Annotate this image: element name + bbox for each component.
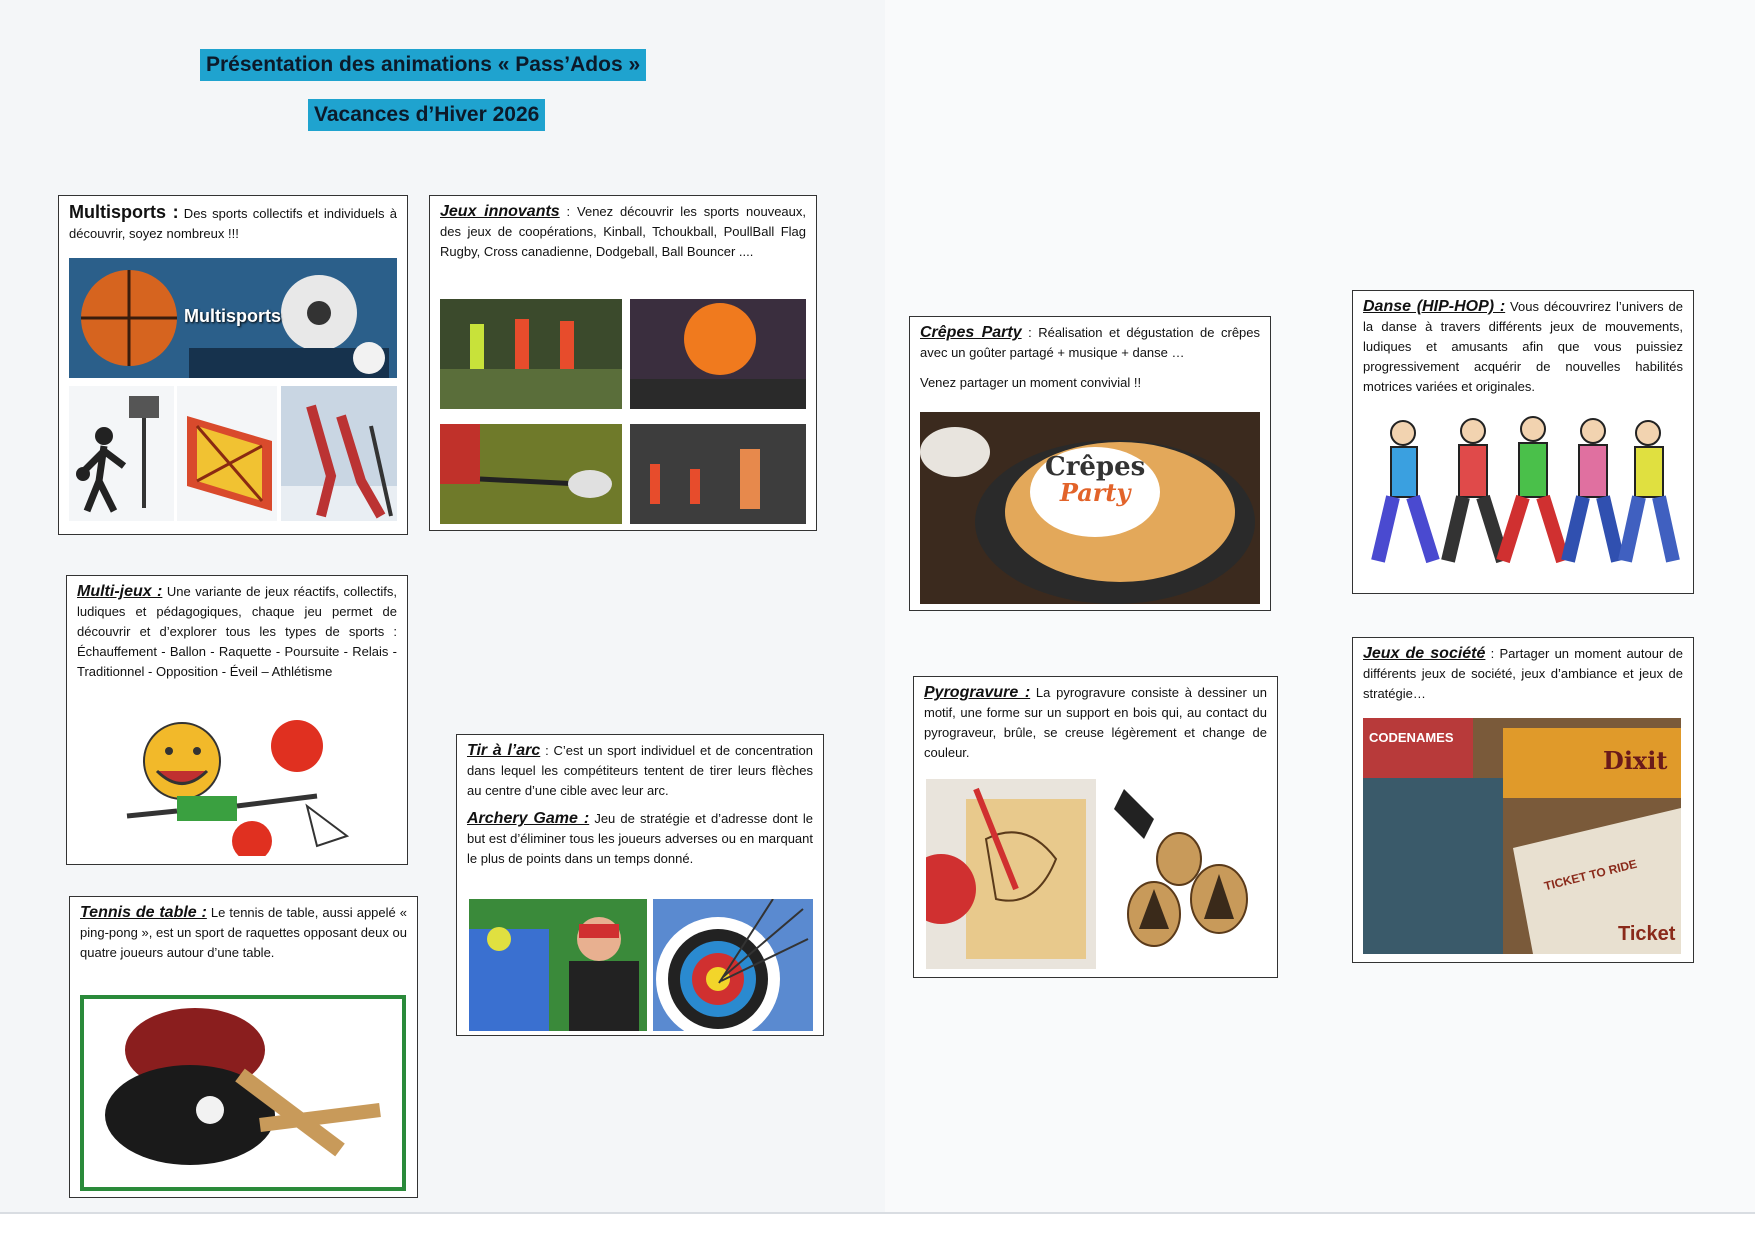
danse-image xyxy=(1363,411,1683,587)
box-label-codenames: CODENAMES xyxy=(1369,730,1454,745)
card-title: Jeux innovants xyxy=(440,203,560,220)
card-pyrogravure xyxy=(913,676,1278,978)
card-tir-a-l-arc xyxy=(456,734,824,1036)
crepes-label xyxy=(1045,454,1145,506)
box-label-ticket: Ticket xyxy=(1618,923,1676,945)
pyrogravure-drawing-image xyxy=(926,779,1096,969)
card-jeux-de-societe xyxy=(1352,637,1694,963)
scan-bottom-edge xyxy=(0,1212,1755,1243)
page-subtitle: Vacances d’Hiver 2026 xyxy=(308,99,545,131)
innovants-photo-2 xyxy=(630,299,806,409)
ping-pong-image xyxy=(80,995,406,1191)
card-jeux-innovants xyxy=(429,195,817,531)
crepes-image xyxy=(920,412,1260,604)
card-text: Des sports collectifs et individuels à découvrir, soyez nombreux !!! xyxy=(69,206,397,241)
card-title: Jeux de société xyxy=(1363,645,1486,662)
pyrogravure-ornaments-image xyxy=(1104,779,1264,969)
card-multisports xyxy=(58,195,408,535)
archery-target-image xyxy=(653,899,813,1031)
card-tennis-de-table xyxy=(69,896,418,1198)
archery-game-image xyxy=(469,899,647,1031)
box-label-ticket-to-ride: TICKET TO RIDE xyxy=(1542,856,1639,894)
card-text: La pyrogravure consiste à dessiner un motif, une forme sur un support en bois qui, au contact du pyrograveur, brûle, se creuse légèrement et change de couleur. xyxy=(924,685,1268,760)
crepes-label-2: Party xyxy=(1059,478,1131,507)
card-title-2: Archery Game : xyxy=(467,810,590,827)
card-title: Pyrogravure : xyxy=(924,684,1031,701)
card-title: Crêpes Party xyxy=(920,324,1022,341)
innovants-photo-4 xyxy=(630,424,806,524)
tchoukball-image xyxy=(177,386,277,521)
innovants-photo-3 xyxy=(440,424,622,524)
multijeux-mascot-image xyxy=(107,716,377,856)
card-text: : C’est un sport individuel et de concentration dans lequel les compétiteurs tentent de tirer leurs flèches au centre d’une cible avec leur arc. xyxy=(467,743,813,798)
page-title: Présentation des animations « Pass’Ados » xyxy=(200,49,646,81)
crepes-label-1: Crêpes xyxy=(1045,452,1146,482)
card-multi-jeux xyxy=(66,575,408,865)
box-label-dixit: Dixit xyxy=(1603,746,1668,775)
card-crepes-party xyxy=(909,316,1271,611)
card-text-2: Jeu de stratégie et d’adresse dont le but est d’éliminer tous les joueurs adverses ou en marquant le plus de points dans un temps donné. xyxy=(467,811,813,866)
card-text-2: Venez partager un moment convivial !! xyxy=(920,375,1142,390)
card-text: Vous découvrirez l’univers de la danse à travers différents jeux de mouvements, ludiques et amusants afin que vous puissiez progressivement acquérir de nouvelles habilités motrices variées et originales. xyxy=(1363,299,1684,394)
card-text: : Réalisation et dégustation de crêpes avec un goûter partagé + musique + danse … xyxy=(920,325,1261,360)
card-title: Multisports : xyxy=(69,202,179,222)
card-danse xyxy=(1352,290,1694,594)
multisports-banner-label: Multisports xyxy=(184,306,281,326)
card-text: Une variante de jeux réactifs, collectifs, ludiques et pédagogiques, chaque jeu permet de découvrir et d’explorer tous les types de sports : Échauffement - Ballon - Raquette - Poursuite - Relais - Traditionnel - Opposition - Éveil – Athlétisme xyxy=(77,584,397,679)
jeux-societe-image xyxy=(1363,718,1681,954)
multisports-banner-image xyxy=(69,258,397,378)
card-title: Multi-jeux : xyxy=(77,583,163,600)
card-text: Le tennis de table, aussi appelé « ping-pong », est un sport de raquettes opposant deux ou quatre joueurs autour d’une table. xyxy=(80,905,407,960)
hockey-image xyxy=(281,386,397,521)
card-title: Tir à l’arc xyxy=(467,742,541,759)
card-text: : Venez découvrir les sports nouveaux, des jeux de coopérations, Kinball, Tchoukball, PoullBall Flag Rugby, Cross canadienne, Dodgeball, Ball Bouncer .... xyxy=(440,204,807,259)
card-title: Danse (HIP-HOP) : xyxy=(1363,298,1506,315)
card-text: : Partager un moment autour de différents jeux de société, jeux d’ambiance et jeux de stratégie… xyxy=(1363,646,1683,701)
basketball-player-image xyxy=(69,386,174,521)
innovants-photo-1 xyxy=(440,299,622,409)
card-title: Tennis de table : xyxy=(80,904,207,921)
